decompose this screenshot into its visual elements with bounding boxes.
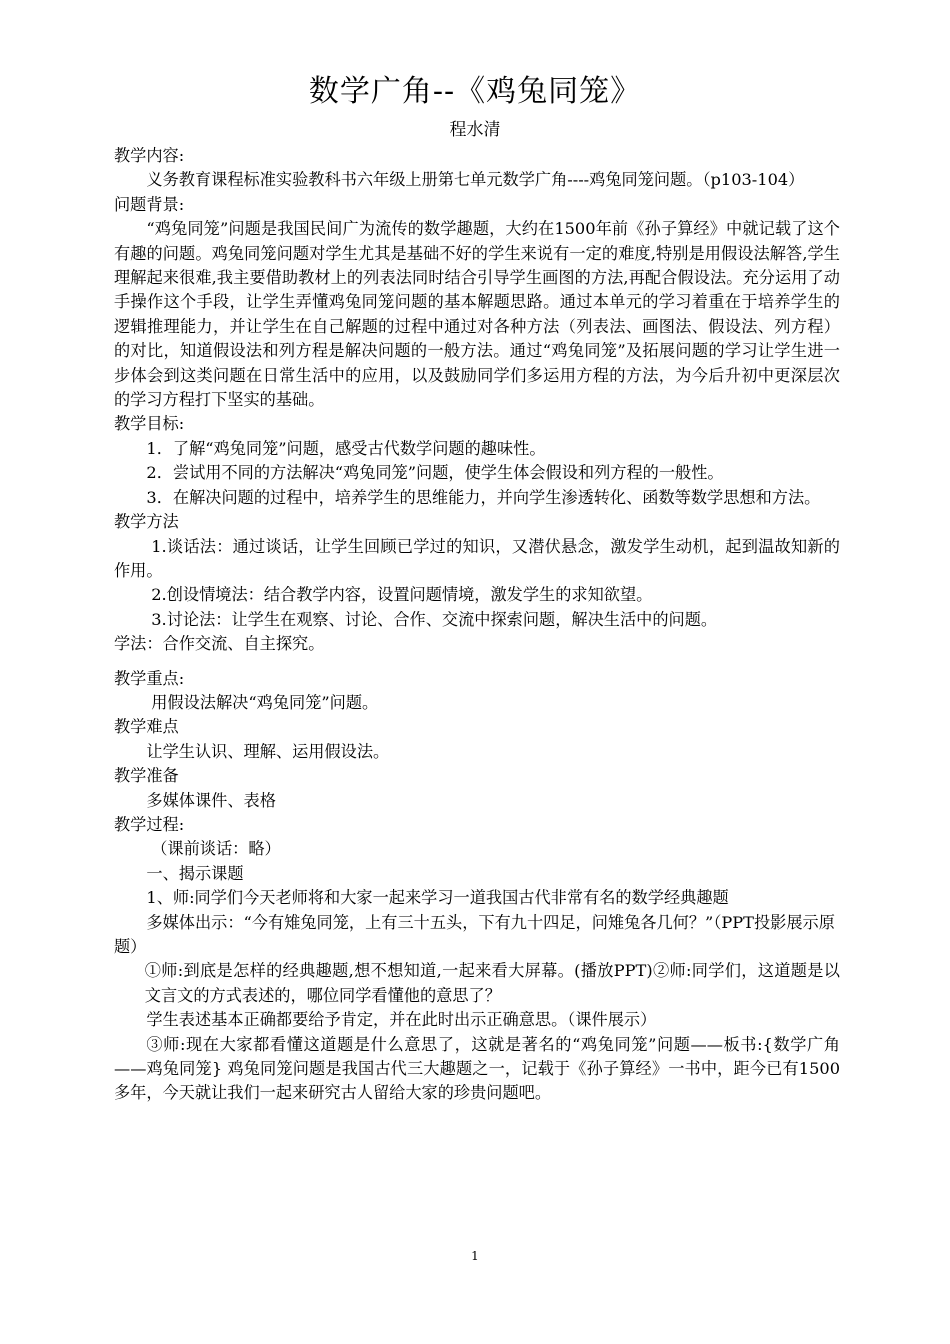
document-body [114, 144, 840, 1106]
pre-talk-note: （课前谈话：略） [151, 839, 281, 859]
author-name: 程水清 [449, 120, 501, 140]
section-heading-preparation: 教学准备 [114, 766, 179, 786]
step-1-line-4: 学生表述基本正确都要给予肯定，并在此时出示正确意思。（课件展示） [146, 1010, 657, 1030]
section-heading-process: 教学过程: [114, 814, 185, 834]
document-title: 数学广角--《鸡兔同笼》 [308, 74, 642, 109]
section-heading-background: 问题背景: [114, 194, 185, 214]
step-1-line-2: 多媒体出示：“今有雉兔同笼，上有三十五头，下有九十四足，问雉兔各几何？”（PPT投影展示原题） [114, 912, 835, 956]
step-1-line-1: 1、师:同学们今天老师将和大家一起来学习一道我国古代非常有名的数学经典趣题 [146, 888, 729, 908]
step-1-heading: 一、揭示课题 [146, 863, 244, 883]
content-paragraph: 义务教育课程标准实验教科书六年级上册第七单元数学广角----鸡兔同笼问题。（p103-104） [146, 170, 805, 190]
background-paragraph: “鸡兔同笼”问题是我国民间广为流传的数学趣题，大约在1500年前《孙子算经》中就记载了这个有趣的问题。鸡兔同笼问题对学生尤其是基础不好的学生来说有一定的难度,特别是用假设法解答,学生理解起来很难,我主要借助教材上的列表法同时结合引导学生画图的方法,再配合假设法。充分运用了动手操作这个手段，让学生弄懂鸡兔同笼问题的基本解题思路。通过本单元的学习着重在于培养学生的逻辑推理能力，并让学生在自己解题的过程中通过对各种方法（列表法、画图法、假设法、列方程）的对比，知道假设法和列方程是解决问题的一般方法。通过“鸡兔同笼”及拓展问题的学习让学生进一步体会到这类问题在日常生活中的应用，以及鼓励同学们多运用方程的方法，为今后升初中更深层次的学习方程打下坚实的基础。 [114, 219, 840, 410]
section-heading-content: 教学内容: [114, 146, 185, 165]
method-item-2: 2.创设情境法：结合教学内容，设置问题情境，激发学生的求知欲望。 [151, 585, 653, 605]
section-heading-difficulty: 教学难点 [114, 717, 179, 737]
method-item-1: 1.谈话法：通过谈话，让学生回顾已学过的知识，又潜伏悬念，激发学生动机，起到温故知新的作用。 [114, 536, 840, 580]
section-heading-goals: 教学目标: [114, 414, 185, 434]
section-heading-key: 教学重点: [114, 668, 185, 688]
section-heading-methods: 教学方法 [114, 512, 179, 532]
page-number: 1 [471, 1249, 479, 1263]
difficulty-text: 让学生认识、理解、运用假设法。 [146, 741, 390, 761]
goal-item-3: 3．在解决问题的过程中，培养学生的思维能力，并向学生渗透转化、函数等数学思想和方法。 [146, 487, 821, 507]
step-1-line-3: ①师:到底是怎样的经典趣题,想不想知道,一起来看大屏幕。(播放PPT)②师:同学们，这道题是以文言文的方式表述的，哪位同学看懂他的意思了？ [144, 961, 840, 1005]
key-point-text: 用假设法解决“鸡兔同笼”问题。 [151, 692, 379, 712]
method-item-3: 3.讨论法：让学生在观察、讨论、合作、交流中探索问题，解决生活中的问题。 [151, 609, 718, 629]
study-method-line: 学法：合作交流、自主探究。 [114, 634, 325, 654]
goal-item-1: 1．了解“鸡兔同笼”问题，感受古代数学问题的趣味性。 [146, 438, 546, 458]
step-1-line-5: ③师:现在大家都看懂这道题是什么意思了，这就是著名的“鸡兔同笼”问题——板书:{数学广角——鸡兔同笼} 鸡兔同笼问题是我国古代三大趣题之一，记载于《孙子算经》一书中，距今已有1500多年，今天就让我们一起来研究古人留给大家的珍贵问题吧。 [114, 1034, 840, 1103]
goal-item-2: 2．尝试用不同的方法解决“鸡兔同笼”问题，使学生体会假设和列方程的一般性。 [146, 463, 724, 483]
preparation-text: 多媒体课件、表格 [146, 790, 276, 810]
